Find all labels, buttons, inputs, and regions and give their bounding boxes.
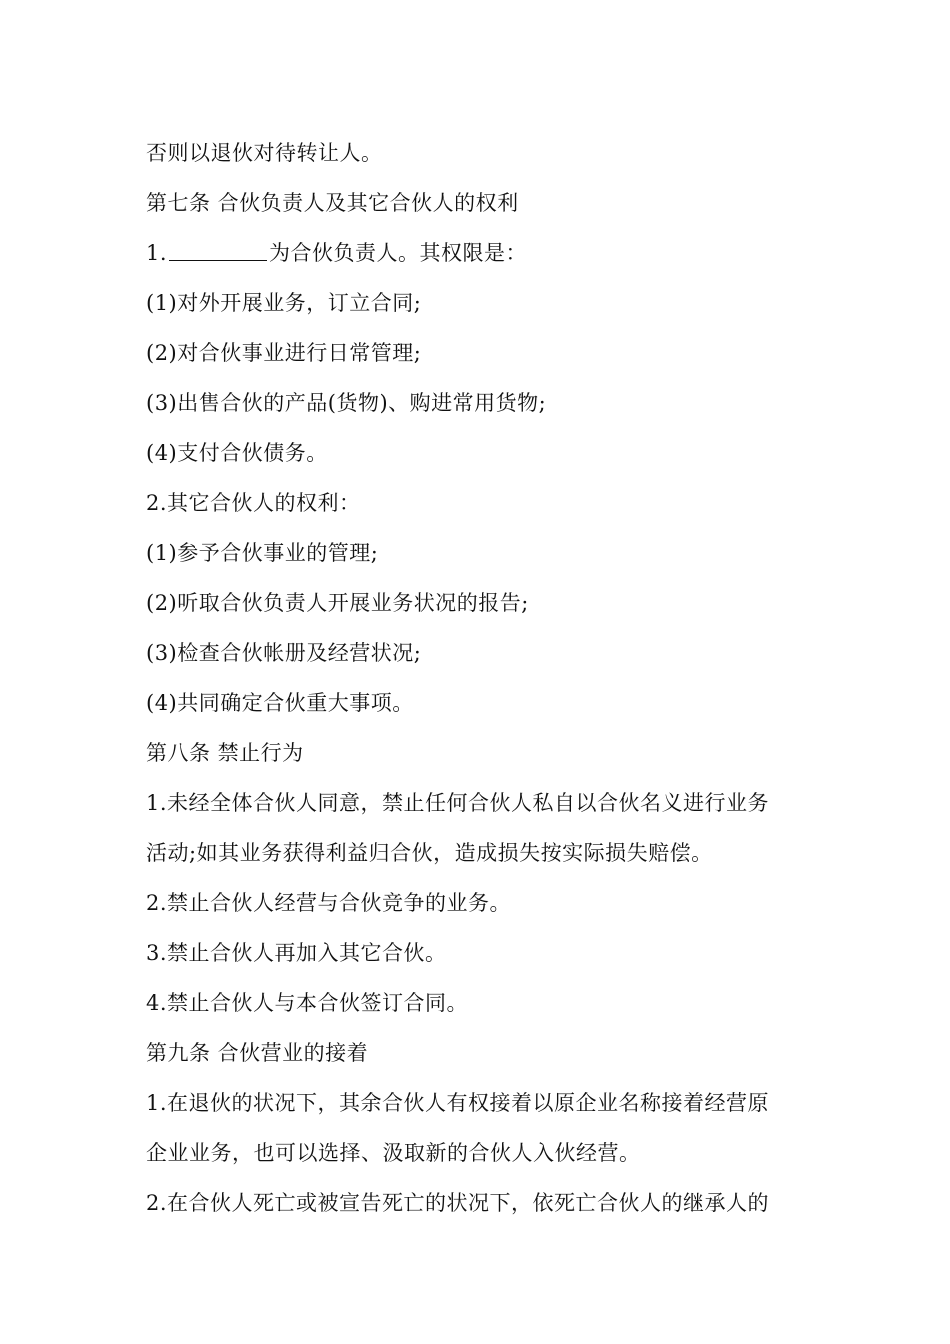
article-heading: 第七条 合伙负责人及其它合伙人的权利 (146, 191, 519, 215)
paragraph-line: (3)检查合伙帐册及经营状况; (146, 641, 422, 665)
paragraph-line: (1)对外开展业务，订立合同; (146, 291, 422, 315)
list-number: 1. (146, 241, 168, 265)
paragraph-line: 4.禁止合伙人与本合伙签订合同。 (146, 991, 469, 1015)
paragraph-line: 2.禁止合伙人经营与合伙竞争的业务。 (146, 891, 512, 915)
paragraph-line: (4)支付合伙债务。 (146, 441, 328, 465)
paragraph-text: 为合伙负责人。其权限是： (269, 241, 528, 265)
paragraph-line: 企业业务，也可以选择、汲取新的合伙人入伙经营。 (146, 1141, 641, 1165)
paragraph-line: (2)对合伙事业进行日常管理; (146, 341, 422, 365)
article-heading: 第九条 合伙营业的接着 (146, 1041, 369, 1065)
paragraph-line: 3.禁止合伙人再加入其它合伙。 (146, 941, 447, 965)
article-heading: 第八条 禁止行为 (146, 741, 304, 765)
paragraph-line: (1)参予合伙事业的管理; (146, 541, 379, 565)
paragraph-line: (4)共同确定合伙重大事项。 (146, 691, 414, 715)
paragraph-line (146, 228, 816, 278)
paragraph-line: (3)出售合伙的产品(货物)、购进常用货物; (146, 391, 547, 415)
paragraph-line: 1.未经全体合伙人同意，禁止任何合伙人私自以合伙名义进行业务 (146, 791, 770, 815)
document-body (146, 128, 816, 1228)
paragraph-line: 2.其它合伙人的权利： (146, 491, 361, 515)
paragraph-line: 2.在合伙人死亡或被宣告死亡的状况下，依死亡合伙人的继承人的 (146, 1191, 770, 1215)
fill-in-blank (169, 236, 267, 261)
paragraph-line: 否则以退伙对待转让人。 (146, 141, 383, 165)
paragraph-line: 1.在退伙的状况下，其余合伙人有权接着以原企业名称接着经营原 (146, 1091, 770, 1115)
paragraph-line: 活动;如其业务获得利益归合伙，造成损失按实际损失赔偿。 (146, 841, 713, 865)
paragraph-line: (2)听取合伙负责人开展业务状况的报告; (146, 591, 529, 615)
